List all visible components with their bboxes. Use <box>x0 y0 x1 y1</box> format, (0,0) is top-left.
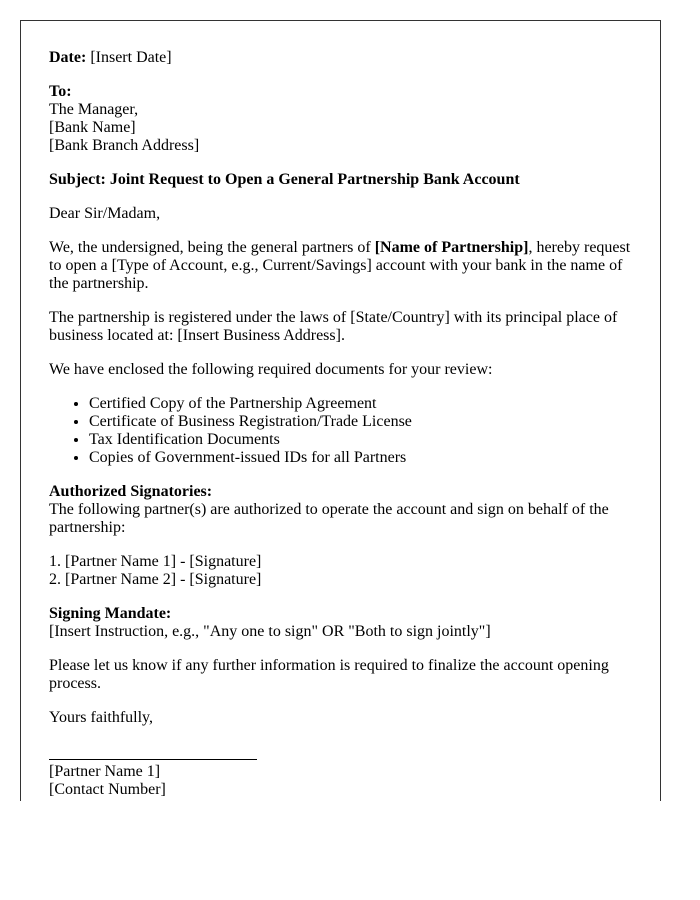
signatories-heading: Authorized Signatories: <box>49 483 213 500</box>
recipient-line: The Manager, <box>49 101 139 118</box>
mandate-text: [Insert Instruction, e.g., "Any one to sign" OR "Both to sign jointly"] <box>49 623 491 640</box>
intro-text-after: , hereby request to open a [Type of Account, e.g., Current/Savings] account with your bank in the name of the partnership. <box>49 239 631 292</box>
list-item: • Tax Identification Documents <box>89 431 632 449</box>
mandate-section <box>49 605 632 641</box>
list-item: • Certified Copy of the Partnership Agreement <box>89 395 632 413</box>
salutation: Dear Sir/Madam, <box>49 205 161 222</box>
date-label: Date: <box>49 49 87 66</box>
partnership-name: [Name of Partnership] <box>374 239 529 256</box>
mandate-heading: Signing Mandate: <box>49 605 172 622</box>
documents-list <box>49 395 632 467</box>
signature-block <box>49 759 632 799</box>
subject-line: Subject: Joint Request to Open a General Partnership Bank Account <box>49 171 520 188</box>
letter-container <box>20 20 661 801</box>
signatories-list <box>49 553 632 589</box>
signatories-text: The following partner(s) are authorized to operate the account and sign on behalf of the partnership: <box>49 501 609 536</box>
date-line <box>49 49 632 67</box>
date-value: [Insert Date] <box>86 49 172 66</box>
signatory-item: 2. [Partner Name 2] - [Signature] <box>49 571 262 588</box>
recipient-line: [Bank Branch Address] <box>49 137 200 154</box>
recipient-line: [Bank Name] <box>49 119 136 136</box>
signatories-section <box>49 483 632 537</box>
signatory-contact: [Contact Number] <box>49 781 166 798</box>
closing: Yours faithfully, <box>49 709 154 726</box>
signatory-item: 1. [Partner Name 1] - [Signature] <box>49 553 262 570</box>
recipient-label: To: <box>49 83 72 100</box>
documents-intro: We have enclosed the following required documents for your review: <box>49 361 493 378</box>
intro-text-before: We, the undersigned, being the general partners of <box>49 239 375 256</box>
signatory-name: [Partner Name 1] <box>49 763 161 780</box>
intro-paragraph <box>49 239 632 293</box>
closing-request: Please let us know if any further information is required to finalize the account opening process. <box>49 657 609 692</box>
list-item: • Copies of Government-issued IDs for all Partners <box>89 449 632 467</box>
list-item: • Certificate of Business Registration/Trade License <box>89 413 632 431</box>
recipient-block <box>49 83 632 155</box>
registration-paragraph: The partnership is registered under the laws of [State/Country] with its principal place of business located at: [Insert Business Address]. <box>49 309 618 344</box>
